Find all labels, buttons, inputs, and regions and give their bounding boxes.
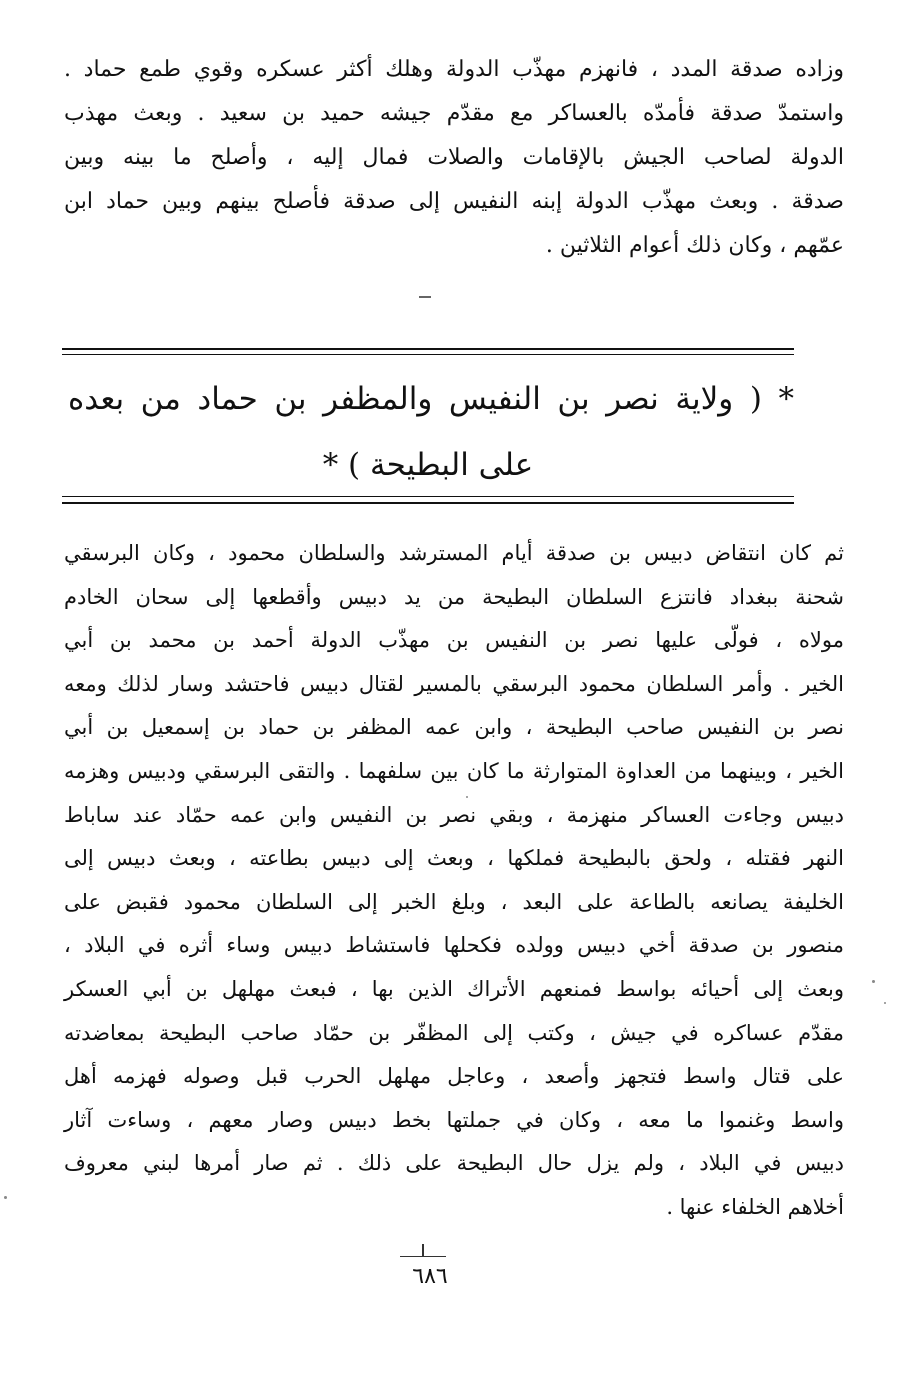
text-line: واسط وغنموا ما معه ، وكان في جملتها بخط دبيس وصار معهم ، وساءت آثار bbox=[64, 1107, 844, 1132]
text-line: عمّهم ، وكان ذلك أعوام الثلاثين . bbox=[545, 233, 844, 258]
section-heading bbox=[62, 366, 794, 498]
body-paragraph bbox=[64, 532, 844, 1230]
text-line: مولاه ، فولّى عليها نصر بن النفيس بن مهذّب الدولة أحمد بن محمد بن أبي bbox=[64, 628, 844, 653]
heading-bottom-rule-thin bbox=[62, 496, 794, 497]
scan-speck bbox=[466, 796, 468, 798]
heading-bottom-rule bbox=[62, 502, 794, 504]
page-number: ٦٨٦ bbox=[412, 1264, 448, 1289]
scan-speck bbox=[884, 1002, 886, 1004]
scan-speck bbox=[4, 1196, 7, 1199]
text-line: الخير ، وبينهما من العداوة المتوارثة ما كان بين سلفهما . والتقى البرسقي ودبيس وهزمه bbox=[64, 758, 844, 783]
text-line: الدولة لصاحب الجيش بالإقامات والصلات فمال إليه ، وأصلح ما بينه وبين bbox=[64, 145, 844, 170]
text-line: أخلاهم الخلفاء عنها . bbox=[666, 1194, 844, 1219]
heading-line-2: على البطيحة ) * bbox=[322, 447, 534, 483]
text-line: صدقة . وبعث مهذّب الدولة إبنه النفيس إلى صدقة فأصلح بينهم وبين حماد ابن bbox=[64, 189, 844, 214]
text-line: النهر فقتله ، ولحق بالبطيحة فملكها ، وبعث إلى دبيس بطاعته ، وبعث دبيس إلى bbox=[64, 846, 844, 871]
text-line: الخير . وأمر السلطان محمود البرسقي بالمسير لقتال دبيس فاحتشد وسار لذلك ومعه bbox=[64, 671, 844, 696]
separator-mark bbox=[419, 296, 431, 298]
scan-speck bbox=[872, 980, 875, 983]
text-line: دبيس في البلاد ، ولم يزل حال البطيحة على ذلك . ثم صار أمرها لبني معروف bbox=[64, 1151, 844, 1176]
top-paragraph bbox=[64, 48, 844, 268]
text-line: مقدّم عساكره في جيش ، وكتب إلى المظفّر بن حمّاد صاحب البطيحة بمعاضدته bbox=[64, 1020, 844, 1045]
heading-top-rule bbox=[62, 348, 794, 350]
text-line: على قتال واسط فتجهز وأصعد ، وعاجل مهلهل الحرب قبل وصوله فهزمه أهل bbox=[64, 1064, 844, 1089]
text-line: نصر بن النفيس صاحب البطيحة ، وابن عمه المظفر بن حماد بن إسمعيل بن أبي bbox=[64, 715, 844, 740]
text-line: وزاده صدقة المدد ، فانهزم مهذّب الدولة وهلك أكثر عسكره وقوي طمع حماد . bbox=[64, 57, 844, 82]
text-line: الخليفة يصانعه بالطاعة على البعد ، وبلغ الخبر إلى السلطان محمود فقبض على bbox=[64, 889, 844, 914]
text-line: ثم كان انتقاض دبيس بن صدقة أيام المسترشد والسلطان محمود ، وكان البرسقي bbox=[64, 541, 844, 565]
text-line: شحنة ببغداد فانتزع السلطان البطيحة من يد دبيس وأقطعها إلى سحان الخادم bbox=[64, 584, 844, 609]
text-line: منصور بن صدقة أخي دبيس وولده فكحلها فاستشاط دبيس وساء أثره في البلاد ، bbox=[64, 933, 844, 958]
text-line: وبعث إلى أحيائه بواسط فمنعهم الأتراك الذين بها ، فبعث مهلهل بن أبي العسكر bbox=[64, 976, 844, 1001]
footer-mark bbox=[400, 1244, 446, 1258]
text-line: واستمدّ صدقة فأمدّه بالعساكر مع مقدّم جيشه حميد بن سعيد . وبعث مهذب bbox=[64, 101, 844, 126]
text-line: دبيس وجاءت العساكر منهزمة ، وبقي نصر بن النفيس وابن عمه حمّاد عند ساباط bbox=[64, 802, 844, 827]
heading-top-rule-thin bbox=[62, 354, 794, 355]
heading-line-1: * ( ولاية نصر بن النفيس والمظفر بن حماد من بعده bbox=[68, 381, 794, 417]
